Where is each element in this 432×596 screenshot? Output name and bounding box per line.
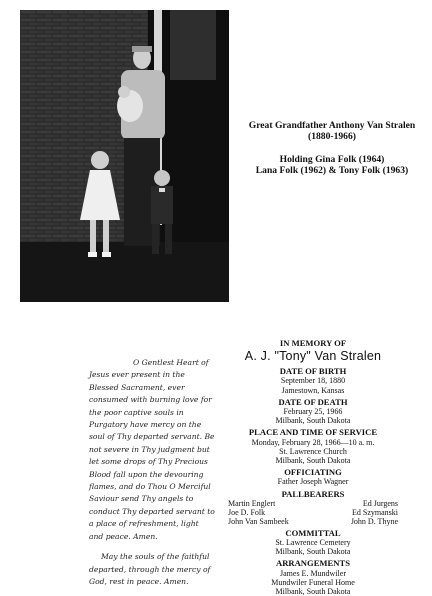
birth-place: Jamestown, Kansas xyxy=(281,385,345,395)
death-place: Milbank, South Dakota xyxy=(275,416,351,426)
pallbearers-list xyxy=(226,499,400,526)
deceased-name: A. J. "Tony" Van Stralen xyxy=(244,349,382,364)
pallbearer-name: Ed Szymanski xyxy=(352,507,398,517)
birth-date: September 18, 1880 xyxy=(280,376,346,386)
memorial-program xyxy=(226,339,400,596)
caption-holding: Holding Gina Folk (1964) xyxy=(279,153,385,165)
arrangements-heading: ARRANGEMENTS xyxy=(275,558,350,569)
committal-place: Milbank, South Dakota xyxy=(275,547,351,557)
service-church: St. Lawrence Church xyxy=(279,446,347,456)
service-heading: PLACE AND TIME OF SERVICE xyxy=(248,427,378,438)
death-heading: DATE OF DEATH xyxy=(278,396,348,407)
prayer-paragraph-2: May the souls of the faithful departed, through the mercy of God, rest in peace. Amen. xyxy=(89,552,211,586)
committal-cemetery: St. Lawrence Cemetery xyxy=(275,538,351,548)
pallbearer-name: Martin Englert xyxy=(228,498,276,508)
pallbearers-heading: PALLBEARERS xyxy=(281,488,345,499)
caption-title: Great Grandfather Anthony Van Stralen xyxy=(248,120,416,131)
arrangements-home: Mundwiler Funeral Home xyxy=(271,577,355,587)
pallbearer-name: John D. Thyne xyxy=(350,516,398,526)
photo-caption xyxy=(234,120,430,177)
arrangements-place: Milbank, South Dakota xyxy=(275,587,351,596)
arrangements-director: James E. Mundwiler xyxy=(280,568,346,578)
caption-years: (1880-1966) xyxy=(308,131,356,143)
committal-heading: COMMITTAL xyxy=(285,527,341,538)
officiating-name: Father Joseph Wagner xyxy=(277,477,349,487)
birth-heading: DATE OF BIRTH xyxy=(279,366,347,377)
service-place: Milbank, South Dakota xyxy=(275,456,351,466)
family-photograph xyxy=(20,10,229,302)
officiating-heading: OFFICIATING xyxy=(284,467,342,478)
pallbearer-name: Joe D. Folk xyxy=(228,507,266,517)
in-memory-heading: IN MEMORY OF xyxy=(279,338,347,348)
prayer-paragraph-1: O Gentlest Heart of Jesus ever present in the Blessed Sacrament, ever consumed with burning love for the poor captive souls in Purgatory have mercy on the soul of Thy departed servant. Be not severe in Thy judgment but let some drops of Thy Precious Blood fall upon the devouring flames, and do Thou O Merciful Saviour send Thy angels to conduct Thy departed servant to a place of refreshment, light and peace. Amen. xyxy=(89,358,215,541)
ground xyxy=(20,242,229,302)
pallbearer-name: Ed Jurgens xyxy=(362,498,398,508)
prayer-text xyxy=(89,357,215,588)
caption-others: Lana Folk (1962) & Tony Folk (1963) xyxy=(255,165,409,177)
door-window xyxy=(170,10,216,80)
pallbearer-name: John Van Sambeek xyxy=(228,516,289,526)
death-date: February 25, 1966 xyxy=(283,407,343,417)
photo-scene xyxy=(20,10,229,302)
service-time: Monday, February 28, 1966—10 a. m. xyxy=(251,437,375,447)
